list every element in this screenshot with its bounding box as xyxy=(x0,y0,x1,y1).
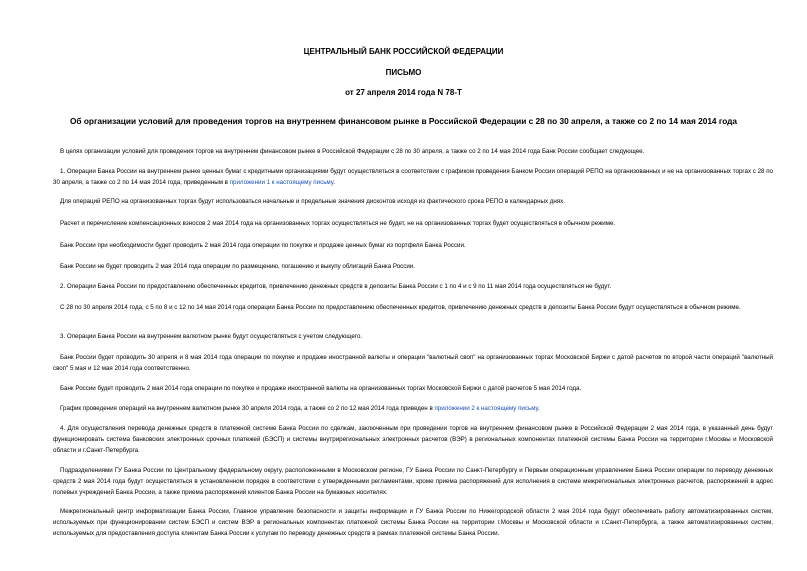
document-title: Об организации условий для проведения торгов на внутреннем финансовом рынке в Российской Федерации с 28 по 30 апреля, а также со 2 по 14 мая 2014 года xyxy=(69,116,738,126)
paragraph-fx-market: 3. Операции Банка России на внутреннем валютном рынке будут осуществляться с учетом следующего. xyxy=(60,333,363,340)
paragraph-repo-discounts: Для операций РЕПО на организованных торгах будут использоваться начальные и предельные значения дисконтов исходя из фактического срока РЕПО в календарных днях. xyxy=(60,198,565,205)
paragraph-fx-may-2: Банк России будет проводить 2 мая 2014 года операции по покупке и продаже иностранной валюты на организованных торгах Московской Биржи с датой расчетов 5 мая 2014 года. xyxy=(60,385,582,392)
paragraph-text: График проведения операций на внутреннем валютном рынке 30 апреля 2014 года, а также со 2 по 12 мая 2014 года приведен в xyxy=(60,405,435,412)
paragraph-fx-schedule xyxy=(53,403,773,414)
paragraph-transfer-ops: Подразделениями ГУ Банка России по Центральному федеральному округу, расположенными в Московском регионе, ГУ Банка России по Санкт-Петербургу и Первым операционным управлением Банка России операции по переводу денежных средств 2 мая 2014 года будут осуществляться в установленном порядке в соответствии с утвержденными регламентами, кроме приема распоряжений для исполнения в системе межрегиональных электронных расчетов, распоряжений в адрес полевых учреждений Банка России, а также приема распоряжений клиентов Банка России на бумажных носителях. xyxy=(53,467,773,496)
paragraph-normal-mode: С 28 по 30 апреля 2014 года, с 5 по 8 и с 12 по 14 мая 2014 года операции Банка России по предоставлению обеспеченных кредитов, привлечению денежных средств в депозиты Банка России будут осуществляться в обычном режиме. xyxy=(60,304,741,311)
paragraph-payment-system: 4. Для осуществления перевода денежных средств в платежной системе Банка России по сделкам, заключенным при проведении торгов на внутреннем финансовом рынке в Российской Федерации 2 мая 2014 года, в указанный день будут функционировать система банковских электронных срочных платежей (БЭСП) и системы внутрирегиональных электронных расчетов (ВЭР) в региональных компонентах платежной системы Банка России на территории г.Москвы и Московской области и г.Санкт-Петербурга. xyxy=(53,425,773,454)
document-date-number: от 27 апреля 2014 года N 78-Т xyxy=(345,88,462,97)
paragraph-text: . xyxy=(333,179,335,186)
appendix-2-link[interactable]: приложении 2 к настоящему письму xyxy=(434,405,538,412)
issuer-heading: ЦЕНТРАЛЬНЫЙ БАНК РОССИЙСКОЙ ФЕДЕРАЦИИ xyxy=(303,47,504,56)
paragraph-intro: В целях организации условий для проведения торгов на внутреннем финансовом рынке в Российской Федерации с 28 по 30 апреля, а также со 2 по 14 мая 2014 года Банк России сообщает следующее. xyxy=(60,148,645,155)
paragraph-text: . xyxy=(538,405,540,412)
paragraph-fx-swap: Банк России будет проводить 30 апреля и 8 мая 2014 года операции по покупке и продаже иностранной валюты и операции "валютный своп" на организованных торгах Московской Биржи с датой расчетов по второй части операций "валютный своп" 5 мая и 12 мая 2014 года соответственно. xyxy=(53,354,773,372)
paragraph-securities-ops xyxy=(53,166,773,188)
document-type-heading: ПИСЬМО xyxy=(385,68,422,77)
paragraph-text: 1. Операции Банка России на внутреннем рынке ценных бумаг с кредитными организациями будут осуществляться в соответствии с графиком проведения Банком России операций РЕПО на организованных и не на организованных торгах с 28 по 30 апреля, а также со 2 по 14 мая 2014 года, приведенным в xyxy=(53,168,773,186)
paragraph-bonds: Банк России не будет проводить 2 мая 2014 года операции по размещению, погашению и выкупу облигаций Банка России. xyxy=(60,263,415,270)
paragraph-credits-deposits: 2. Операции Банка России по предоставлению обеспеченных кредитов, привлечению денежных средств в депозиты Банка России с 1 по 4 и с 9 по 11 мая 2014 года осуществляться не будут. xyxy=(60,283,612,290)
paragraph-portfolio-ops: Банк России при необходимости будет проводить 2 мая 2014 года операции по покупке и продаже ценных бумаг из портфеля Банка России. xyxy=(60,242,466,249)
paragraph-it-support: Межрегиональный центр информатизации Банка России, Главное управление безопасности и защиты информации и ГУ Банка России по Нижегородской области 2 мая 2014 года будут обеспечивать работу автоматизированных систем, используемых при функционировании систем БЭСП и систем ВЭР в региональных компонентах платежной системы Банка России на территории г.Москвы и Московской области и г.Санкт-Петербурга, а также автоматизированных систем, используемых для предоставления доступа клиентам Банка России к услугам по переводу денежных средств в рамках платежной системы Банка России. xyxy=(53,508,773,537)
paragraph-compensation-fees: Расчет и перечисление компенсационных взносов 2 мая 2014 года на организованных торгах осуществляться не будет, не на организованных торгах будет осуществляться в обычном режиме. xyxy=(60,220,616,227)
appendix-1-link[interactable]: приложении 1 к настоящему письму xyxy=(229,179,334,186)
